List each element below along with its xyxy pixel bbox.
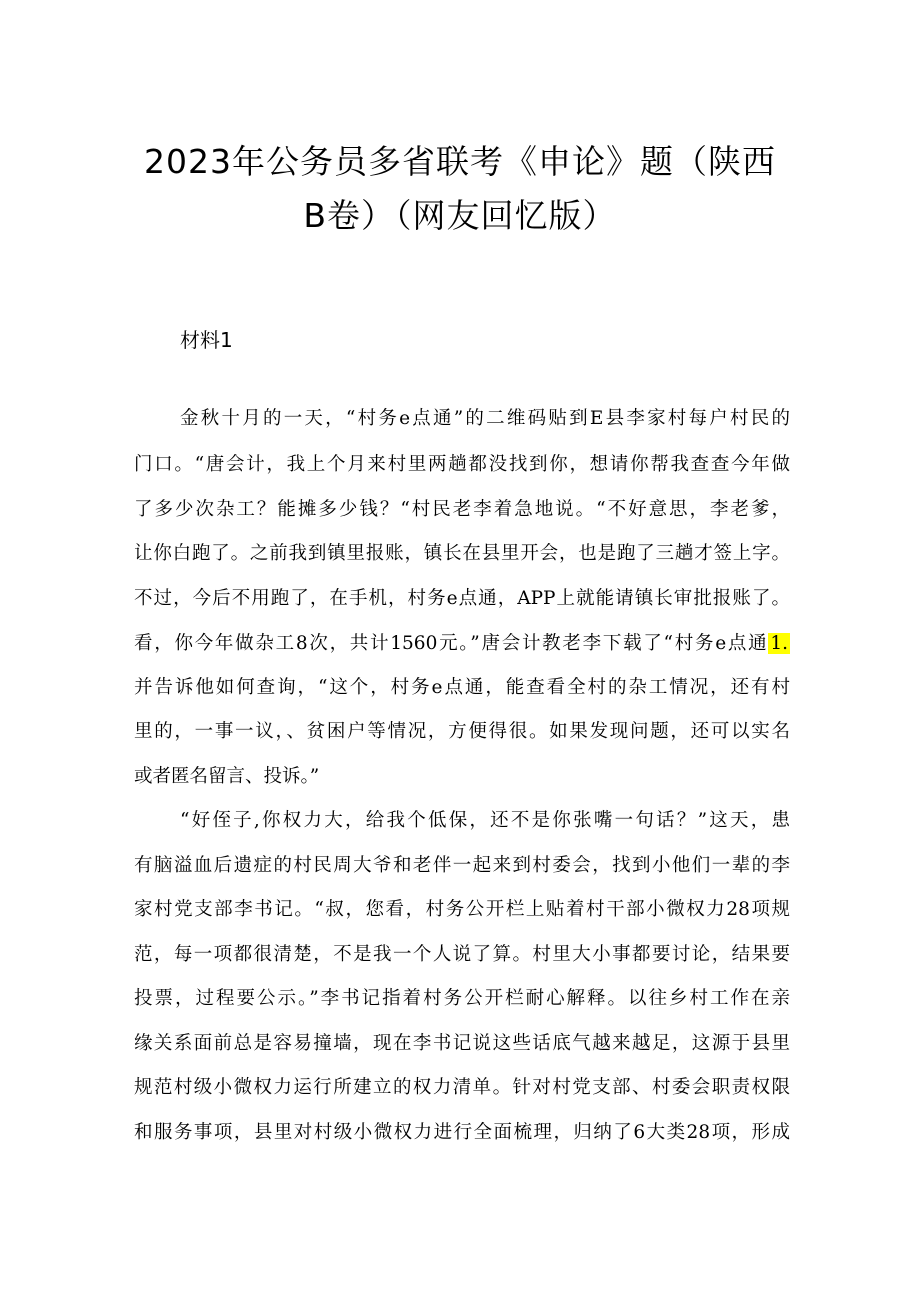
paragraph-2-line-8: 和服务事项，县里对村级小微权力进行全面梳理，归纳了6大类28项，形成 — [134, 1122, 790, 1143]
paragraph-1-line-2: 门口。“唐会计，我上个月来村里两趟都没找到你，想请你帮我查查今年做 — [134, 454, 790, 475]
paragraph-1-line-8: 里的，一事一议，、贫困户等情况，方便得很。如果发现问题，还可以实名 — [134, 721, 790, 742]
paragraph-2-line-2: 有脑溢血后遗症的村民周大爷和老伴一起来到村委会，找到小他们一辈的李 — [134, 855, 790, 876]
paragraph-2-line-1: “好侄子,你权力大，给我个低保，还不是你张嘴一句话？”这天，患 — [180, 810, 790, 831]
paragraph-1-line-1: 金秋十月的一天，“村务e点通”的二维码贴到E县李家村每户村民的 — [180, 408, 790, 429]
paragraph-1-line-3: 了多少次杂工？能摊多少钱？“村民老李着急地说。“不好意思，李老爹， — [134, 499, 790, 520]
document-title-line-1: 2023年公务员多省联考《申论》题（陕西 — [144, 142, 776, 181]
paragraph-1-line-5: 不过，今后不用跑了，在手机，村务e点通，APP上就能请镇长审批报账了。 — [134, 588, 790, 609]
paragraph-1-line-6-text: 看，你今年做杂工8次，共计1560元。”唐会计教老李下载了“村务e点通 — [134, 633, 769, 654]
paragraph-2-line-6: 缘关系面前总是容易撞墙，现在李书记说这些话底气越来越足，这源于县里 — [134, 1033, 790, 1054]
paragraph-1-line-4: 让你白跑了。之前我到镇里报账，镇长在县里开会，也是跑了三趟才签上字。 — [134, 543, 790, 564]
document-title-line-2: B卷）（网友回忆版） — [303, 196, 617, 235]
paragraph-2-line-4: 范，每一项都很清楚，不是我一个人说了算。村里大小事都要讨论，结果要 — [134, 944, 790, 965]
paragraph-1-line-9: 或者匿名留言、投诉。” — [134, 766, 320, 787]
paragraph-1-line-6 — [134, 631, 790, 657]
highlighted-text: 1. — [770, 633, 788, 654]
section-heading: 材料1 — [180, 328, 233, 352]
paragraph-2-line-7: 规范村级小微权力运行所建立的权力清单。针对村党支部、村委会职责权限 — [134, 1077, 790, 1098]
paragraph-2-line-5: 投票，过程要公示。”李书记指着村务公开栏耐心解释。以往乡村工作在亲 — [134, 988, 790, 1009]
paragraph-2-line-3: 家村党支部李书记。“叔，您看，村务公开栏上贴着村干部小微权力28项规 — [134, 899, 790, 920]
paragraph-1-line-7: 并告诉他如何查询，“这个，村务e点通，能查看全村的杂工情况，还有村 — [134, 677, 790, 698]
